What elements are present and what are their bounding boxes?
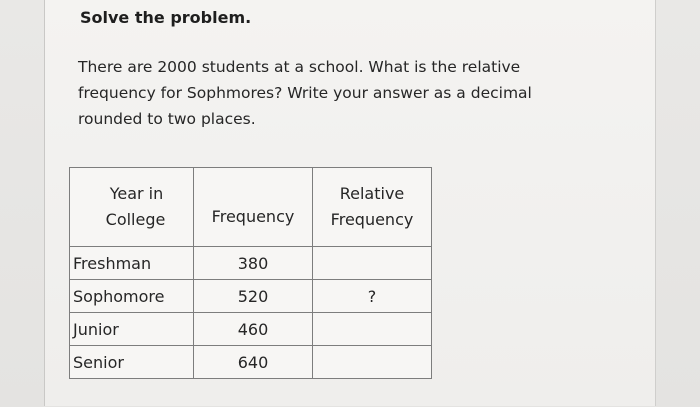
question-line-1: There are 2000 students at a school. What is the relative [78,58,521,76]
table-row [70,313,432,346]
cell-relative-frequency: ? [313,280,432,313]
frequency-table [69,167,432,379]
header-year-in-college [70,168,194,247]
question-line-2: frequency for Sophmores? Write your answer as a decimal [78,84,532,102]
cell-frequency: 520 [194,280,313,313]
cell-year: Senior [70,346,194,379]
question-text [78,54,578,132]
header-relative-frequency [313,168,432,247]
cell-relative-frequency [313,346,432,379]
cell-frequency: 380 [194,247,313,280]
question-line-3: rounded to two places. [78,110,256,128]
cell-year: Junior [70,313,194,346]
table-row [70,280,432,313]
table-header-row [70,168,432,247]
problem-instruction: Solve the problem. [80,8,252,27]
cell-year: Freshman [70,247,194,280]
header-year-line-1: Year in [109,184,164,203]
header-year-line-2: College [105,210,166,229]
header-relative-line-2: Frequency [330,210,414,229]
cell-relative-frequency [313,313,432,346]
cell-frequency: 640 [194,346,313,379]
cell-relative-frequency [313,247,432,280]
header-frequency: Frequency [194,168,313,247]
cell-frequency: 460 [194,313,313,346]
cell-year: Sophomore [70,280,194,313]
header-relative-line-1: Relative [339,184,405,203]
table-row [70,346,432,379]
table-row [70,247,432,280]
